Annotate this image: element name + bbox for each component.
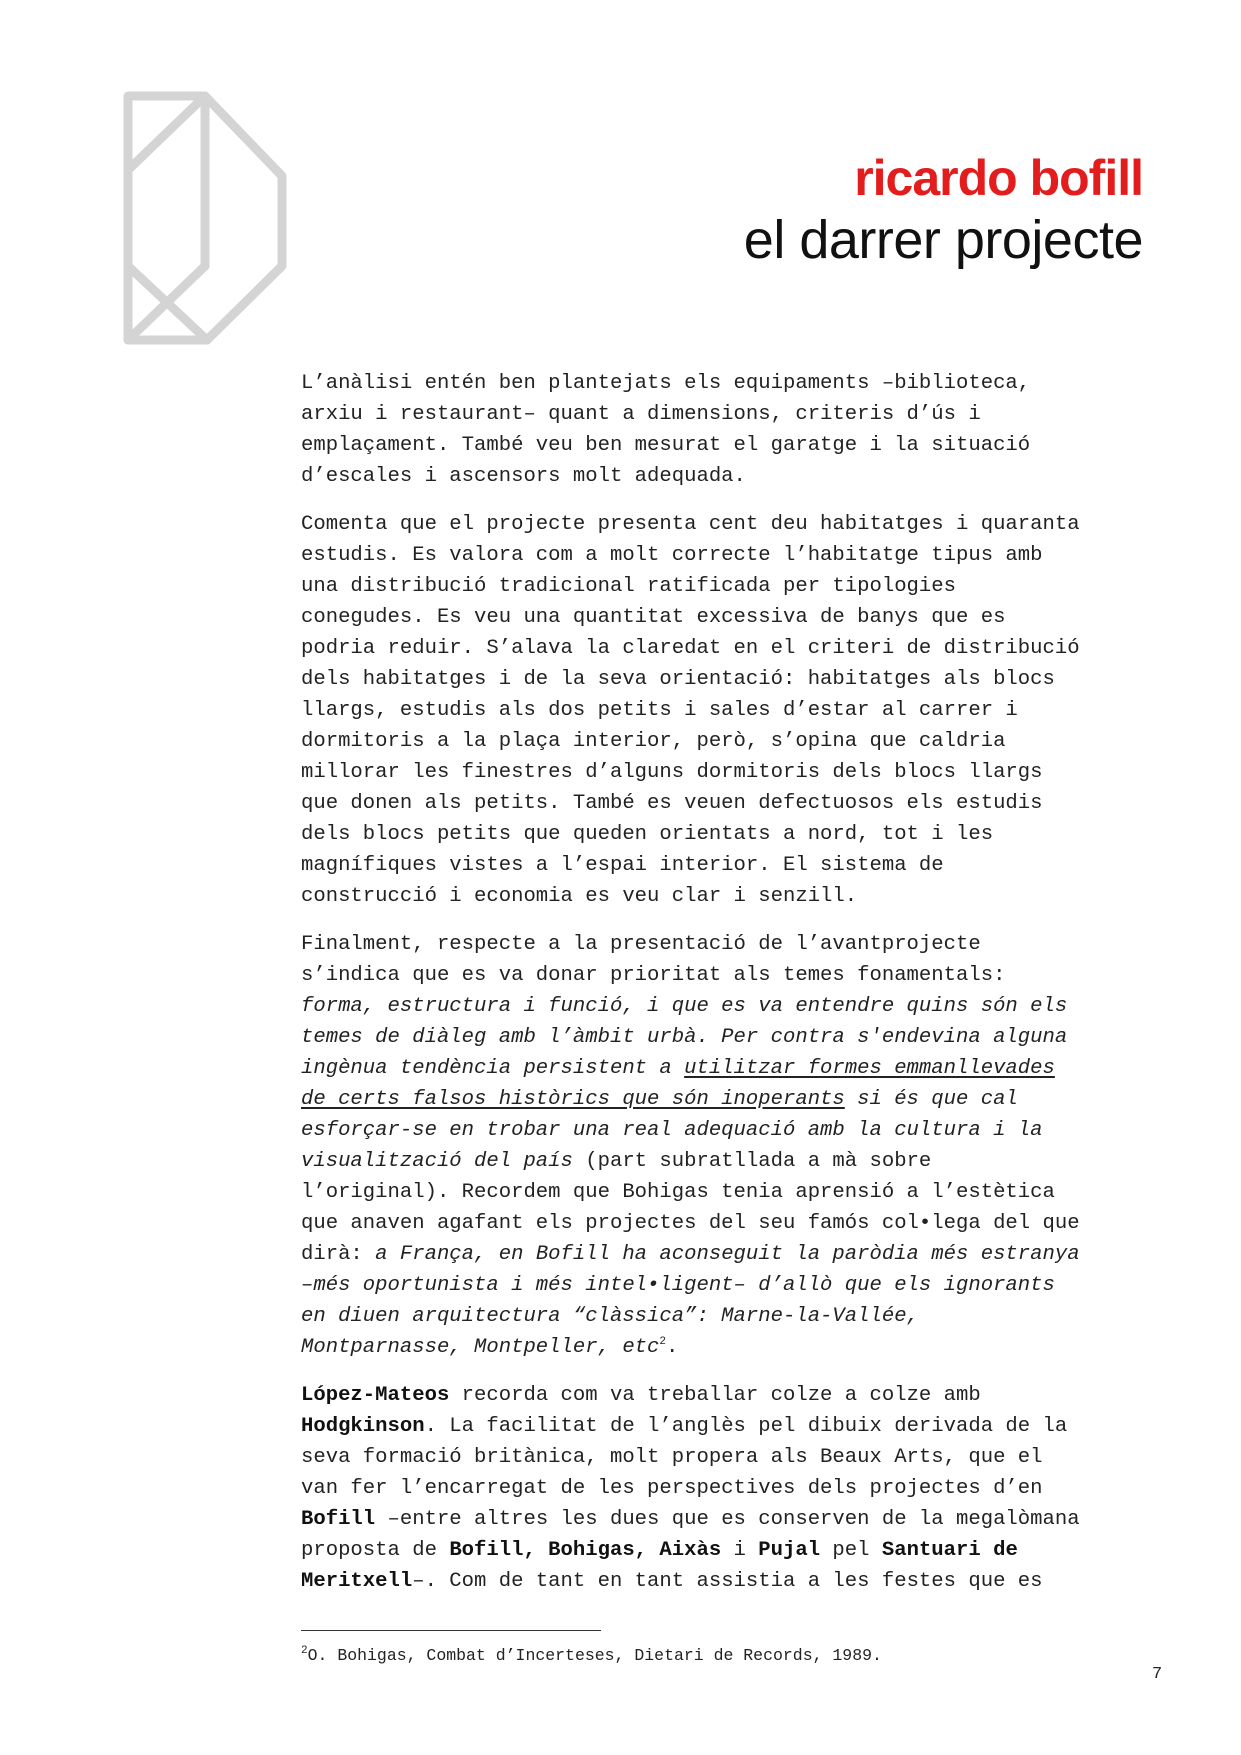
italic-text: Montparnasse, Montpeller, etc [301,1336,660,1359]
text-line: podria reduir. S’alava la claredat en el criteri de distribució [301,637,1080,660]
text-line: –més oportunista i més intel•ligent– d’allò que els ignorants [301,1274,1055,1297]
text-line: construcció i economia es veu clar i senzill. [301,885,858,908]
text-line: dormitoris a la plaça interior, però, s’opina que caldria [301,730,1006,753]
footnote-number: 2 [301,1645,308,1657]
title-block [744,148,1143,272]
text-line: dels habitatges i de la seva orientació: habitatges als blocs [301,668,1055,691]
italic-text: a França, en Bofill ha aconseguit la paròdia més estranya [375,1243,1080,1266]
text-span: i [721,1539,759,1562]
bold-name: Pujal [758,1539,821,1562]
text-line: emplaçament. També veu ben mesurat el garatge i la situació [301,434,1031,457]
paragraph-1 [301,368,1181,492]
text-span: dirà: [301,1243,376,1266]
bold-name: Meritxell [301,1570,413,1593]
text-line: L’anàlisi entén ben plantejats els equipaments –biblioteca, [301,372,1031,395]
text-span: . [666,1336,679,1359]
text-line: conegudes. Es veu una quantitat excessiva de banys que es [301,606,1006,629]
text-line: Comenta que el projecte presenta cent deu habitatges i quaranta [301,513,1080,536]
title-author: ricardo bofill [854,150,1143,206]
page-number: 7 [1152,1665,1163,1684]
footnote [301,1644,882,1668]
text-line: s’indica que es va donar prioritat als temes fonamentals: [301,964,1006,987]
text-line: que anaven agafant els projectes del seu famós col•lega del que [301,1212,1080,1235]
italic-text: visualització del país [301,1150,573,1173]
body-text [301,368,1181,1614]
bold-name: Hodgkinson [301,1415,425,1438]
text-line [301,1566,1181,1597]
text-line: una distribució tradicional ratificada per tipologies [301,575,956,598]
bold-name: Bofill [301,1508,376,1531]
text-line: que donen als petits. També es veuen defectuosos els estudis [301,792,1043,815]
text-line: d’escales i ascensors molt adequada. [301,465,746,488]
stylized-d-logo-icon [120,88,320,368]
text-span: –entre altres les dues que es conserven de la megalòmana [375,1508,1080,1531]
bold-name: Santuari de [881,1539,1018,1562]
text-span: (part subratllada a mà sobre [572,1150,932,1173]
text-line [301,1411,1181,1442]
text-line: estudis. Es valora com a molt correcte l’habitatge tipus amb [301,544,1043,567]
title-subtitle: el darrer projecte [743,210,1143,270]
text-line [301,1053,1181,1084]
paragraph-4 [301,1380,1181,1597]
footnote-divider [301,1630,601,1631]
text-line: l’original). Recordem que Bohigas tenia aprensió a l’estètica [301,1181,1055,1204]
paragraph-2 [301,509,1181,912]
text-line [301,1084,1181,1115]
text-line: arxiu i restaurant– quant a dimensions, criteris d’ús i [301,403,981,426]
text-line: forma, estructura i funció, i que es va entendre quins són els [301,995,1068,1018]
text-line [301,1535,1181,1566]
text-span: pel [820,1539,882,1562]
text-line [301,1380,1181,1411]
text-line [301,1239,1181,1270]
text-span: ingènua tendència persistent a [301,1057,685,1080]
text-line: seva formació britànica, molt propera als Beaux Arts, que el [301,1446,1043,1469]
text-span: proposta de [301,1539,450,1562]
text-line: llargs, estudis als dos petits i sales d’estar al carrer i [301,699,1018,722]
text-line: dels blocs petits que queden orientats a nord, tot i les [301,823,994,846]
text-span: si és que cal [844,1088,1018,1111]
text-line: temes de diàleg amb l’àmbit urbà. Per contra s'endevina alguna [301,1026,1068,1049]
paragraph-3 [301,929,1181,1363]
text-line: esforçar-se en trobar una real adequació amb la cultura i la [301,1119,1043,1142]
text-span: –. Com de tant en tant assistia a les festes que es [412,1570,1043,1593]
text-line: Finalment, respecte a la presentació de l’avantprojecte [301,933,981,956]
text-span: recorda com va treballar colze a colze amb [449,1384,981,1407]
text-line: en diuen arquitectura “clàssica”: Marne-la-Vallée, [301,1305,919,1328]
underlined-text: utilitzar formes emmanllevades [684,1057,1055,1080]
text-line [301,1146,1181,1177]
text-line [301,1332,1181,1363]
text-line: millorar les finestres d’alguns dormitoris dels blocs llargs [301,761,1043,784]
underlined-text: de certs falsos històrics que són inoperants [301,1088,845,1111]
text-span: . La facilitat de l’anglès pel dibuix derivada de la [424,1415,1068,1438]
text-line: van fer l’encarregat de les perspectives dels projectes d’en [301,1477,1043,1500]
footnote-ref: 2 [659,1336,666,1348]
bold-name: López-Mateos [301,1384,450,1407]
bold-name: Bofill, Bohigas, Aixàs [449,1539,722,1562]
text-line [301,1504,1181,1535]
footnote-text: O. Bohigas, Combat d’Incerteses, Dietari de Records, 1989. [307,1646,882,1665]
text-line: magnífiques vistes a l’espai interior. El sistema de [301,854,944,877]
